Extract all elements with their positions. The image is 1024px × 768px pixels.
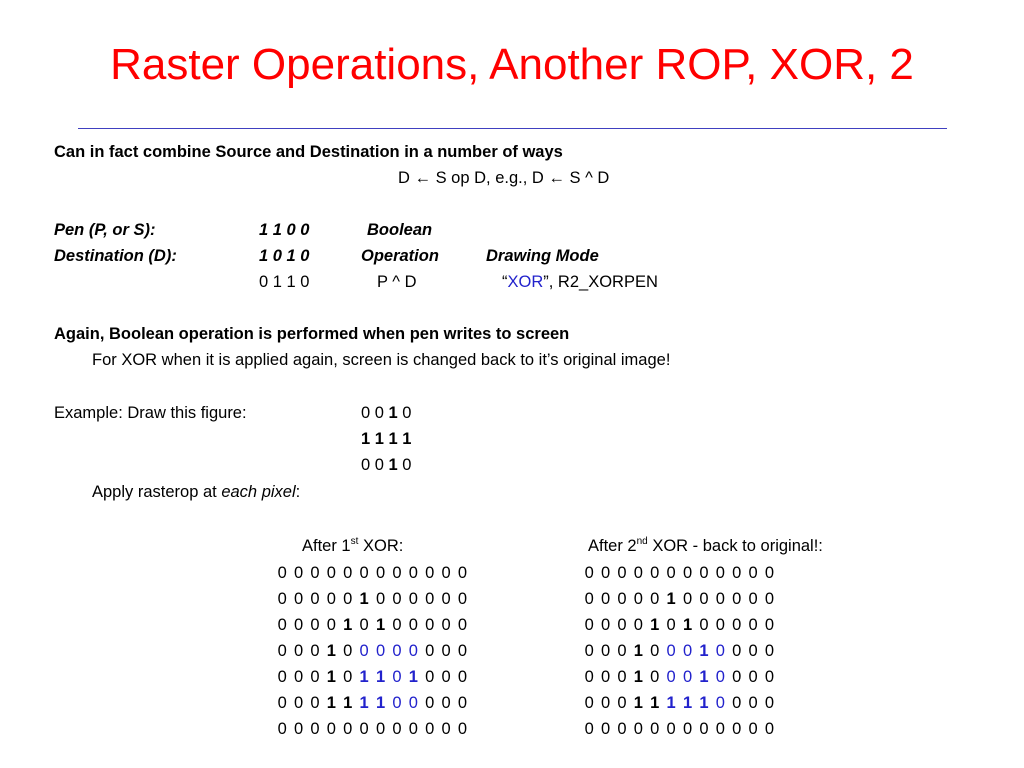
after2-grid — [581, 560, 778, 742]
grid-bit: 0 — [425, 616, 435, 634]
grid-bit: 0 — [441, 616, 451, 634]
grid-bit: 0 — [457, 668, 468, 686]
apply-suffix: : — [295, 483, 301, 501]
grid-bit: 0 — [425, 720, 435, 738]
grid-bit: 0 — [310, 668, 320, 686]
grid-bit: 0 — [441, 720, 451, 738]
grid-row — [581, 690, 778, 716]
grid-bit: 1 — [343, 616, 353, 634]
grid-bit: 0 — [666, 564, 676, 582]
grid-bit: 0 — [425, 668, 435, 686]
after2-head-sup: nd — [636, 535, 648, 547]
grid-bit: 0 — [343, 720, 353, 738]
grid-bit: 0 — [425, 642, 435, 660]
grid-bit: 0 — [343, 642, 353, 660]
grid-bit: 0 — [666, 642, 676, 660]
grid-bit: 0 — [699, 590, 709, 608]
grid-bit: 0 — [617, 642, 627, 660]
grid-bit: 0 — [408, 590, 418, 608]
grid-bit: 0 — [441, 694, 451, 712]
figure-bit: 1 — [388, 430, 403, 448]
grid-bit: 0 — [310, 694, 320, 712]
apply-prefix: Apply rasterop at — [92, 483, 222, 501]
grid-bit: 0 — [600, 668, 611, 686]
arrow-left-icon: ← — [548, 169, 565, 187]
grid-row — [274, 560, 471, 586]
grid-bit: 0 — [715, 642, 725, 660]
grid-bit: 0 — [441, 564, 451, 582]
figure-bit: 0 — [402, 404, 412, 422]
figure-bit: 1 — [388, 404, 403, 422]
grid-bit: 0 — [617, 616, 627, 634]
grid-bit: 1 — [666, 694, 676, 712]
grid-bit: 1 — [699, 694, 709, 712]
grid-bit: 0 — [457, 590, 468, 608]
grid-bit: 0 — [732, 668, 742, 686]
grid-bit: 0 — [310, 590, 320, 608]
grid-bit: 0 — [748, 590, 758, 608]
grid-bit: 0 — [277, 590, 287, 608]
grid-bit: 0 — [682, 642, 693, 660]
grid-bit: 0 — [617, 590, 627, 608]
grid-bit: 1 — [633, 668, 643, 686]
grid-bit: 0 — [666, 720, 676, 738]
grid-bit: 0 — [748, 642, 758, 660]
figure-bit: 0 — [361, 456, 375, 474]
grid-bit: 0 — [293, 694, 304, 712]
formula-part: S ^ D — [564, 169, 610, 187]
grid-bit: 0 — [441, 668, 451, 686]
grid-bit: 0 — [343, 564, 353, 582]
pen-bits: 1 1 0 0 — [259, 221, 310, 239]
figure-bit: 1 — [402, 430, 412, 448]
grid-bit: 0 — [375, 564, 386, 582]
grid-bit: 0 — [310, 720, 320, 738]
operation-expression: P ^ D — [377, 273, 417, 291]
grid-bit: 0 — [326, 616, 336, 634]
grid-bit: 1 — [359, 694, 369, 712]
grid-bit: 0 — [277, 720, 287, 738]
grid-bit: 0 — [600, 564, 611, 582]
grid-bit: 0 — [699, 616, 709, 634]
after1-head-sup: st — [350, 535, 359, 547]
grid-bit: 0 — [310, 642, 320, 660]
grid-bit: 0 — [408, 616, 418, 634]
grid-bit: 0 — [584, 616, 594, 634]
grid-bit: 0 — [343, 590, 353, 608]
drawing-mode-value — [502, 274, 658, 291]
grid-bit: 0 — [343, 668, 353, 686]
grid-bit: 0 — [375, 642, 386, 660]
grid-bit: 1 — [699, 668, 709, 686]
intro-heading: Can in fact combine Source and Destination in a number of ways — [54, 143, 563, 161]
grid-bit: 0 — [732, 590, 742, 608]
grid-bit: 0 — [277, 564, 287, 582]
grid-bit: 0 — [650, 642, 660, 660]
grid-bit: 0 — [715, 590, 725, 608]
grid-bit: 1 — [682, 694, 693, 712]
grid-bit: 0 — [732, 642, 742, 660]
after2-head-post: XOR - back to original!: — [647, 537, 823, 555]
quote-open: “ — [502, 273, 508, 291]
grid-bit: 1 — [326, 694, 336, 712]
destination-label: Destination (D): — [54, 247, 177, 265]
grid-bit: 0 — [600, 694, 611, 712]
grid-bit: 1 — [650, 616, 660, 634]
grid-bit: 0 — [293, 616, 304, 634]
example-label: Example: Draw this figure: — [54, 404, 247, 422]
grid-bit: 0 — [715, 694, 725, 712]
grid-bit: 0 — [633, 564, 643, 582]
grid-row — [274, 586, 471, 612]
grid-bit: 1 — [650, 694, 660, 712]
grid-bit: 0 — [600, 590, 611, 608]
intro-formula — [398, 170, 609, 187]
grid-bit: 0 — [764, 720, 775, 738]
figure-row — [361, 431, 411, 457]
grid-bit: 0 — [359, 564, 369, 582]
grid-bit: 0 — [617, 668, 627, 686]
grid-bit: 0 — [310, 564, 320, 582]
after1-grid — [274, 560, 471, 742]
grid-bit: 0 — [277, 668, 287, 686]
grid-bit: 0 — [457, 694, 468, 712]
grid-bit: 0 — [600, 642, 611, 660]
grid-bit: 0 — [457, 616, 468, 634]
grid-bit: 0 — [293, 642, 304, 660]
figure-row — [361, 457, 411, 483]
grid-bit: 0 — [764, 564, 775, 582]
grid-bit: 0 — [715, 720, 725, 738]
grid-bit: 0 — [293, 590, 304, 608]
example-figure — [361, 405, 411, 483]
after2-head-pre: After 2 — [588, 537, 637, 555]
grid-bit: 0 — [408, 694, 418, 712]
grid-bit: 0 — [748, 720, 758, 738]
grid-bit: 0 — [326, 720, 336, 738]
grid-bit: 0 — [277, 616, 287, 634]
grid-bit: 0 — [715, 616, 725, 634]
grid-bit: 0 — [277, 642, 287, 660]
grid-bit: 1 — [375, 668, 386, 686]
grid-bit: 0 — [650, 720, 660, 738]
figure-bit: 0 — [402, 456, 412, 474]
grid-bit: 0 — [584, 564, 594, 582]
after2-heading — [588, 535, 823, 555]
grid-bit: 0 — [666, 668, 676, 686]
grid-bit: 0 — [715, 668, 725, 686]
grid-bit: 0 — [699, 720, 709, 738]
grid-bit: 0 — [682, 668, 693, 686]
grid-bit: 0 — [600, 616, 611, 634]
grid-bit: 0 — [326, 590, 336, 608]
again-heading: Again, Boolean operation is performed when pen writes to screen — [54, 325, 570, 343]
grid-bit: 0 — [748, 616, 758, 634]
pen-label: Pen (P, or S): — [54, 221, 156, 239]
apply-italic: each pixel — [221, 483, 296, 501]
grid-bit: 0 — [748, 564, 758, 582]
grid-bit: 1 — [375, 694, 386, 712]
grid-bit: 0 — [617, 564, 627, 582]
grid-row — [581, 638, 778, 664]
grid-bit: 0 — [425, 694, 435, 712]
grid-row — [274, 664, 471, 690]
grid-bit: 0 — [359, 616, 369, 634]
grid-bit: 0 — [408, 720, 418, 738]
grid-bit: 0 — [633, 616, 643, 634]
figure-row — [361, 405, 411, 431]
grid-bit: 1 — [682, 616, 693, 634]
grid-bit: 0 — [425, 590, 435, 608]
grid-bit: 1 — [326, 668, 336, 686]
grid-bit: 0 — [732, 720, 742, 738]
grid-bit: 0 — [392, 642, 402, 660]
grid-bit: 1 — [666, 590, 676, 608]
grid-bit: 1 — [699, 642, 709, 660]
after1-head-post: XOR: — [358, 537, 404, 555]
grid-bit: 0 — [764, 694, 775, 712]
grid-bit: 1 — [359, 590, 369, 608]
apply-line — [92, 484, 300, 501]
grid-row — [581, 560, 778, 586]
figure-bit: 1 — [361, 430, 375, 448]
formula-part: S op D, e.g., D — [431, 169, 549, 187]
slide-title: Raster Operations, Another ROP, XOR, 2 — [110, 40, 914, 89]
grid-bit: 0 — [293, 564, 304, 582]
again-subtext: For XOR when it is applied again, screen is changed back to it’s original image! — [92, 351, 671, 369]
grid-bit: 0 — [748, 668, 758, 686]
grid-bit: 0 — [584, 642, 594, 660]
grid-bit: 0 — [375, 720, 386, 738]
grid-bit: 0 — [666, 616, 676, 634]
grid-bit: 0 — [326, 564, 336, 582]
grid-bit: 0 — [764, 616, 775, 634]
grid-bit: 0 — [633, 720, 643, 738]
arrow-left-icon: ← — [414, 169, 431, 187]
grid-bit: 0 — [293, 720, 304, 738]
grid-row — [581, 664, 778, 690]
grid-row — [581, 586, 778, 612]
after1-heading — [302, 535, 404, 555]
grid-bit: 0 — [392, 720, 402, 738]
grid-bit: 1 — [633, 694, 643, 712]
grid-bit: 0 — [699, 564, 709, 582]
grid-bit: 0 — [650, 668, 660, 686]
grid-row — [274, 612, 471, 638]
destination-bits: 1 0 1 0 — [259, 247, 310, 265]
grid-bit: 0 — [715, 564, 725, 582]
grid-bit: 0 — [584, 720, 594, 738]
grid-bit: 0 — [441, 642, 451, 660]
grid-bit: 0 — [732, 564, 742, 582]
boolean-label: Boolean — [367, 221, 433, 239]
grid-bit: 0 — [457, 642, 468, 660]
grid-bit: 1 — [343, 694, 353, 712]
grid-bit: 0 — [617, 720, 627, 738]
after1-head-pre: After 1 — [302, 537, 351, 555]
grid-bit: 0 — [748, 694, 758, 712]
figure-bit: 1 — [388, 456, 403, 474]
result-bits: 0 1 1 0 — [259, 273, 310, 291]
grid-bit: 1 — [326, 642, 336, 660]
drawing-mode-label: Drawing Mode — [486, 247, 599, 265]
grid-row — [274, 690, 471, 716]
grid-bit: 0 — [682, 590, 693, 608]
grid-bit: 0 — [359, 720, 369, 738]
grid-bit: 0 — [425, 564, 435, 582]
grid-bit: 0 — [392, 590, 402, 608]
grid-bit: 0 — [359, 642, 369, 660]
grid-bit: 0 — [650, 564, 660, 582]
figure-bit: 0 — [361, 404, 375, 422]
formula-part: D — [398, 169, 415, 187]
grid-bit: 0 — [392, 668, 402, 686]
grid-bit: 0 — [375, 590, 386, 608]
grid-bit: 0 — [408, 564, 418, 582]
grid-row — [274, 716, 471, 742]
grid-bit: 1 — [375, 616, 386, 634]
grid-bit: 0 — [392, 616, 402, 634]
grid-bit: 0 — [732, 616, 742, 634]
grid-bit: 0 — [764, 668, 775, 686]
grid-bit: 0 — [408, 642, 418, 660]
grid-bit: 0 — [617, 694, 627, 712]
grid-bit: 0 — [682, 564, 693, 582]
figure-bit: 0 — [374, 404, 389, 422]
grid-bit: 0 — [293, 668, 304, 686]
figure-bit: 0 — [374, 456, 389, 474]
grid-bit: 0 — [392, 564, 402, 582]
grid-row — [581, 612, 778, 638]
grid-bit: 0 — [600, 720, 611, 738]
xor-word: XOR — [507, 273, 544, 291]
grid-bit: 0 — [584, 590, 594, 608]
grid-bit: 0 — [732, 694, 742, 712]
drawing-mode-tail: ”, R2_XORPEN — [543, 273, 658, 291]
grid-bit: 0 — [457, 720, 468, 738]
figure-bit: 1 — [374, 430, 389, 448]
grid-bit: 0 — [392, 694, 402, 712]
operation-label: Operation — [361, 247, 439, 265]
grid-bit: 1 — [633, 642, 643, 660]
grid-bit: 0 — [633, 590, 643, 608]
grid-bit: 0 — [650, 590, 660, 608]
grid-bit: 0 — [764, 642, 775, 660]
grid-bit: 0 — [441, 590, 451, 608]
grid-bit: 1 — [359, 668, 369, 686]
grid-bit: 1 — [408, 668, 418, 686]
title-divider — [78, 128, 947, 129]
grid-bit: 0 — [310, 616, 320, 634]
grid-bit: 0 — [277, 694, 287, 712]
grid-bit: 0 — [764, 590, 775, 608]
grid-bit: 0 — [682, 720, 693, 738]
grid-bit: 0 — [584, 668, 594, 686]
grid-bit: 0 — [584, 694, 594, 712]
grid-row — [274, 638, 471, 664]
grid-row — [581, 716, 778, 742]
grid-bit: 0 — [457, 564, 468, 582]
